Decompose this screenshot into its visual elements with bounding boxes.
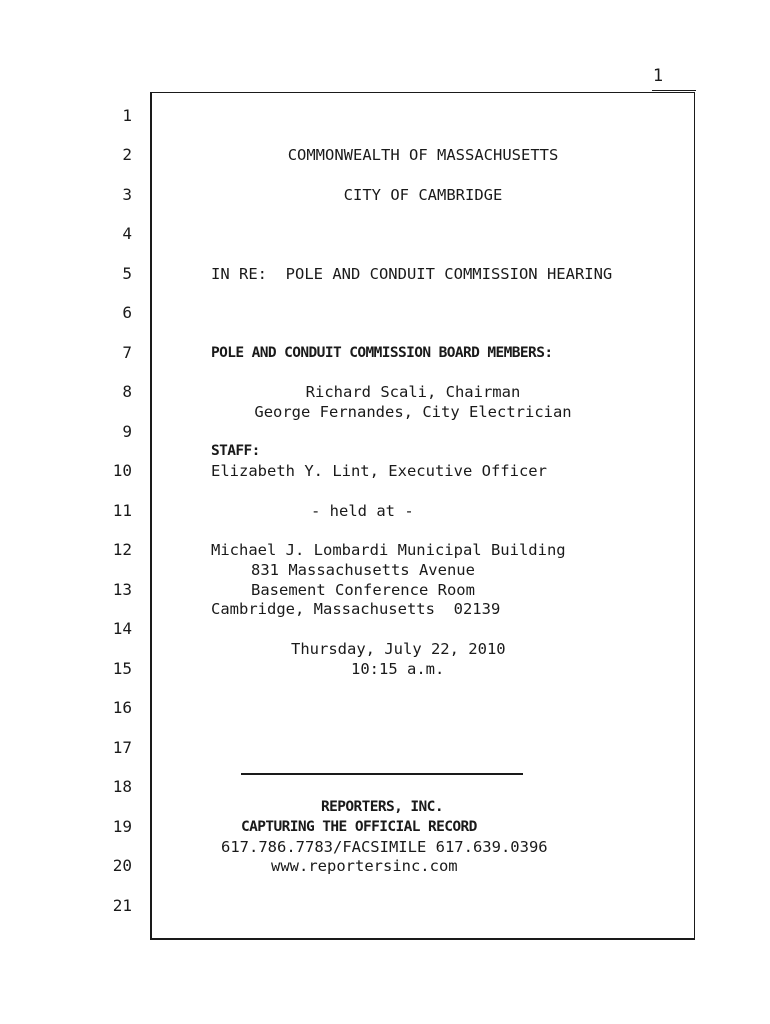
signature-rule [241,773,523,775]
location-line: Cambridge, Massachusetts 02139 [211,600,501,618]
line-number: 7 [122,343,132,362]
line-number: 10 [112,461,132,480]
line-number: 19 [112,817,132,836]
location-line: Basement Conference Room [251,581,475,599]
in-re-line: IN RE: POLE AND CONDUIT COMMISSION HEARING [211,265,613,283]
staff-member: Elizabeth Y. Lint, Executive Officer [211,462,547,480]
page-number-rule [652,90,696,91]
jurisdiction-city: CITY OF CAMBRIDGE [343,186,503,204]
line-number: 16 [112,698,132,717]
line-number: 1 [122,106,132,125]
location-line: 831 Massachusetts Avenue [251,561,475,579]
line-number: 3 [122,185,132,204]
line-number: 13 [112,580,132,599]
location-line: Michael J. Lombardi Municipal Building [211,541,566,559]
page-number: 1 [652,66,664,86]
line-number: 9 [122,422,132,441]
line-number: 18 [112,777,132,796]
reporter-website: www.reportersinc.com [271,857,458,875]
hearing-time: 10:15 a.m. [351,660,445,678]
board-members-heading: POLE AND CONDUIT COMMISSION BOARD MEMBERS: [211,345,553,361]
line-number: 17 [112,738,132,757]
line-number: 21 [112,896,132,915]
line-number: 8 [122,382,132,401]
hearing-date: Thursday, July 22, 2010 [291,640,506,658]
reporter-phone: 617.786.7783/FACSIMILE 617.639.0396 [221,838,548,856]
board-member: George Fernandes, City Electrician [254,403,572,421]
line-number: 6 [122,303,132,322]
line-number: 15 [112,659,132,678]
line-number: 2 [122,145,132,164]
staff-heading: STAFF: [211,443,260,459]
reporter-name: REPORTERS, INC. [321,799,443,815]
reporter-tagline: CAPTURING THE OFFICIAL RECORD [241,819,477,835]
line-number: 20 [112,856,132,875]
line-number: 12 [112,540,132,559]
held-at-line: - held at - [311,502,414,520]
board-member: Richard Scali, Chairman [305,383,521,401]
line-number: 4 [122,224,132,243]
line-number: 11 [112,501,132,520]
line-number: 14 [112,619,132,638]
jurisdiction-state: COMMONWEALTH OF MASSACHUSETTS [287,146,559,164]
line-number: 5 [122,264,132,283]
